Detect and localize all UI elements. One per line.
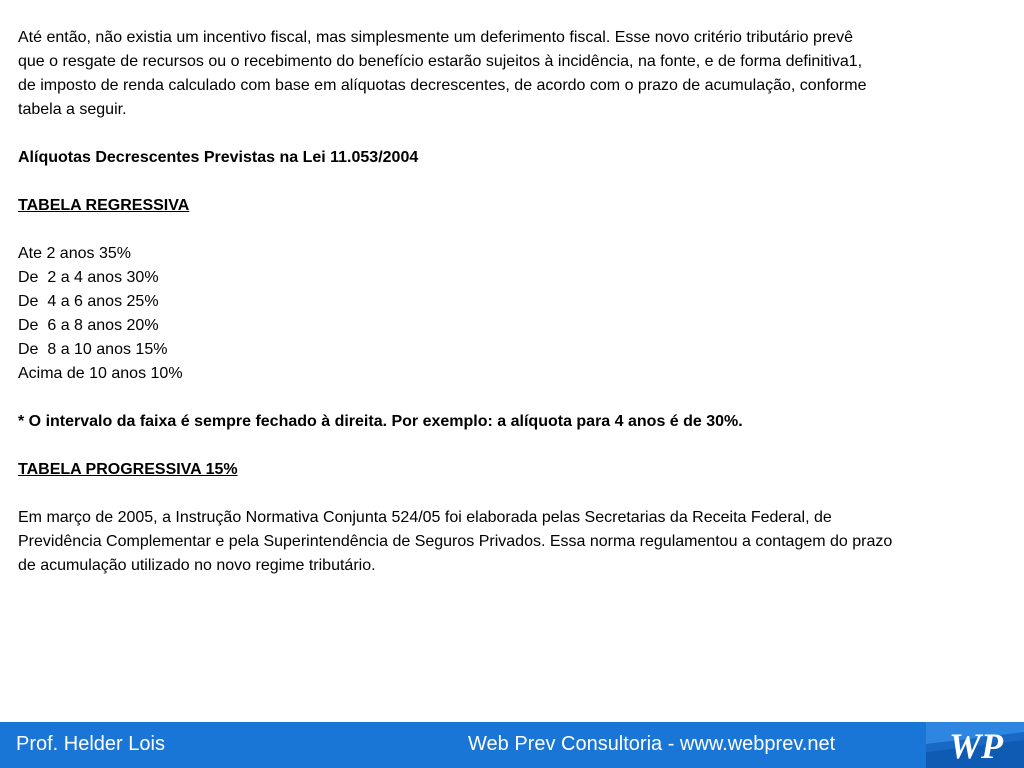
table-row: De 8 a 10 anos 15% xyxy=(18,341,168,358)
webprev-logo xyxy=(926,722,1024,768)
footer-bar xyxy=(0,722,1024,768)
footer-company: Web Prev Consultoria - www.webprev.net xyxy=(468,733,836,755)
table-row: De 4 a 6 anos 25% xyxy=(18,293,159,310)
spacer xyxy=(18,482,1008,506)
spacer xyxy=(18,386,1008,410)
intro-line: que o resgate de recursos ou o recebimento do benefício estarão sujeitos à incidência, na fonte, e de forma definitiva1, xyxy=(18,53,863,70)
table-row: Ate 2 anos 35% xyxy=(18,245,131,262)
table-row: De 2 a 4 anos 30% xyxy=(18,269,159,286)
regressive-heading: TABELA REGRESSIVA xyxy=(18,197,190,214)
progressive-heading: TABELA PROGRESSIVA 15% xyxy=(18,461,238,478)
intro-line: Até então, não existia um incentivo fiscal, mas simplesmente um deferimento fiscal. Esse novo critério tributário prevê xyxy=(18,29,854,46)
closing-line: Previdência Complementar e pela Superintendência de Seguros Privados. Essa norma regulamentou a contagem do prazo xyxy=(18,533,893,550)
intro-line: tabela a seguir. xyxy=(18,101,127,118)
spacer xyxy=(18,122,1008,146)
footer-author: Prof. Helder Lois xyxy=(16,733,165,755)
table-row: Acima de 10 anos 10% xyxy=(18,365,183,382)
spacer xyxy=(18,434,1008,458)
subtitle: Alíquotas Decrescentes Previstas na Lei 11.053/2004 xyxy=(18,149,419,166)
note: * O intervalo da faixa é sempre fechado à direita. Por exemplo: a alíquota para 4 anos é de 30%. xyxy=(18,413,743,430)
table-row: De 6 a 8 anos 20% xyxy=(18,317,159,334)
slide-body xyxy=(18,26,1008,578)
closing-line: de acumulação utilizado no novo regime tributário. xyxy=(18,557,376,574)
intro-line: de imposto de renda calculado com base em alíquotas decrescentes, de acordo com o prazo de acumulação, conforme xyxy=(18,77,867,94)
spacer xyxy=(18,170,1008,194)
spacer xyxy=(18,218,1008,242)
logo-letters: WP xyxy=(949,726,1003,766)
regressive-table xyxy=(18,242,1008,386)
logo-graphic xyxy=(926,722,1024,768)
closing-line: Em março de 2005, a Instrução Normativa Conjunta 524/05 foi elaborada pelas Secretarias da Receita Federal, de xyxy=(18,509,832,526)
